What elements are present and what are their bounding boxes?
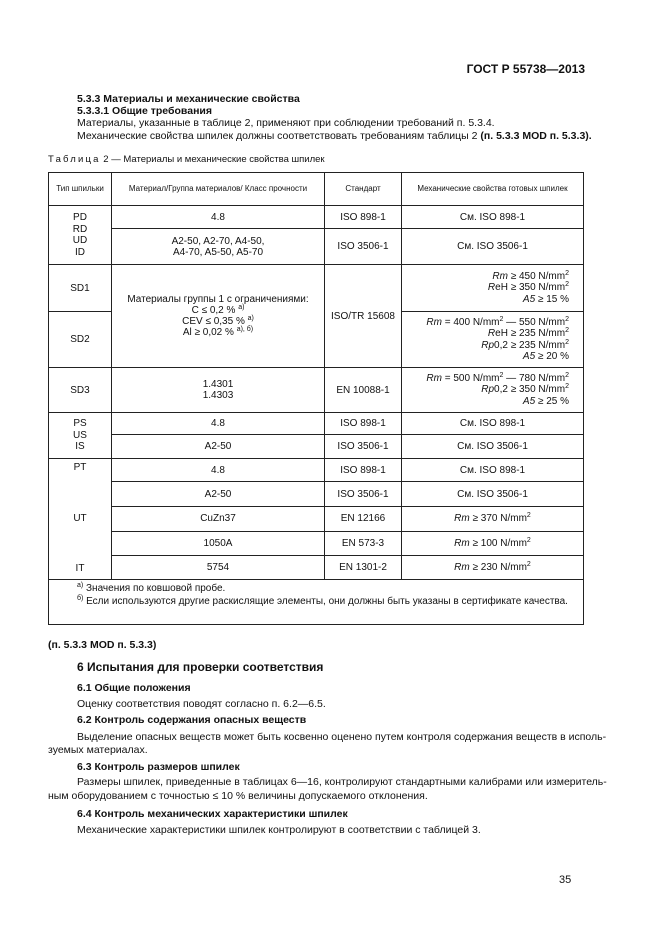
- type-cell-sd3: SD3: [49, 368, 112, 413]
- standard-cell: ISO 898-1: [325, 459, 402, 482]
- table-row: [49, 555, 584, 579]
- material-cell: 5754: [112, 555, 325, 579]
- material-cell: 1050A: [112, 531, 325, 555]
- mech-cell: Rm ≥ 230 $N/mm^2$: [402, 555, 584, 579]
- section-6-1-title: 6.1 Общие положения: [77, 682, 191, 694]
- table-row: [49, 229, 584, 265]
- table-notes-row: [49, 580, 584, 625]
- mech-cell: См. ISO 3506-1: [402, 482, 584, 507]
- table-row: [49, 459, 584, 482]
- col-header-standard: Стандарт: [325, 173, 402, 206]
- table-row: [49, 531, 584, 555]
- paragraph-text: Механические свойства шпилек должны соответствовать требованиям таблицы 2: [77, 130, 478, 142]
- col-header-type: Тип шпильки: [49, 173, 112, 206]
- standard-cell: EN 10088-1: [325, 368, 402, 413]
- type-ut: UT: [73, 512, 87, 524]
- table-row: [49, 507, 584, 531]
- material-cell: A2-50: [112, 482, 325, 507]
- section-6-4-title: 6.4 Контроль механических характеристики шпилек: [77, 808, 348, 820]
- standard-cell: ISO 898-1: [325, 413, 402, 435]
- section-6-2-text-line2: зуемых материалах.: [48, 744, 148, 756]
- material-cell: A2-50: [112, 435, 325, 459]
- section-5-3-3-title: 5.3.3 Материалы и механические свойства: [77, 93, 300, 105]
- caption-rest: 2 — Материалы и механические свойства шпилек: [103, 154, 325, 165]
- section-6-3-text-line2: ным оборудованием с точностью ≤ 10 % величины допускаемого отклонения.: [48, 790, 428, 802]
- section-6-2-title: 6.2 Контроль содержания опасных веществ: [77, 714, 307, 726]
- mech-cell: См. ISO 898-1: [402, 459, 584, 482]
- section-6-4-text: Механические характеристики шпилек контролируют в соответствии с таблицей 3.: [77, 824, 481, 836]
- material-cell: 4.8: [112, 459, 325, 482]
- material-cell-sd: Материалы группы 1 с ограничениями: C ≤ 0,2 % $^{а)}$ CEV ≤ 0,35 % $^{а)}$ Al ≥ 0,02 % $^{а), б)}$: [112, 265, 325, 368]
- standard-cell: ISO 898-1: [325, 206, 402, 229]
- section-6-2-text-line1: Выделение опасных веществ может быть косвенно оценено путем контроля содержания веществ в исполь-: [77, 731, 607, 743]
- table-notes: [49, 580, 584, 625]
- paragraph-mech-properties: [77, 130, 592, 143]
- mech-cell: См. ISO 3506-1: [402, 229, 584, 265]
- standard-cell: EN 1301-2: [325, 555, 402, 579]
- after-table-ref: (п. 5.3.3 MOD п. 5.3.3): [48, 639, 157, 651]
- table-row: [49, 206, 584, 229]
- section-6-1-text: Оценку соответствия поводят согласно п. 6.2—6.5.: [77, 698, 326, 710]
- mech-cell: См. ISO 3506-1: [402, 435, 584, 459]
- type-cell-sd1: SD1: [49, 265, 112, 312]
- material-cell: 4.8: [112, 206, 325, 229]
- material-cell: CuZn37: [112, 507, 325, 531]
- section-6-3-text-line1: Размеры шпилек, приведенные в таблицах 6—16, контролируют стандартными калибрами или измеритель-: [77, 776, 607, 788]
- mech-cell: См. ISO 898-1: [402, 206, 584, 229]
- type-cell-pd-rd-ud-id: PD RD UD ID: [49, 206, 112, 265]
- type-cell-pt-ut-it: [49, 459, 112, 580]
- material-cell: 1.4301 1.4303: [112, 368, 325, 413]
- type-cell-sd2: SD2: [49, 312, 112, 368]
- mech-cell-sd3: Rm = 500 $N/mm^2$ — 780 $N/mm^2$ Rp0,2 ≥ 350 $N/mm^2$ A5 ≥ 25 %: [402, 368, 584, 413]
- mech-cell-sd1: Rm ≥ 450 $N/mm^2$ ReH ≥ 350 $N/mm^2$ A5 ≥ 15 %: [402, 265, 584, 312]
- material-cell: 4.8: [112, 413, 325, 435]
- paragraph-materials: Материалы, указанные в таблице 2, применяют при соблюдении требований п. 5.3.4.: [77, 117, 495, 129]
- standard-cell: EN 12166: [325, 507, 402, 531]
- mech-cell: См. ISO 898-1: [402, 413, 584, 435]
- standard-cell: ISO 3506-1: [325, 435, 402, 459]
- caption-word: Таблица: [48, 154, 101, 165]
- material-cell: A2-50, A2-70, A4-50, A4-70, A5-50, A5-70: [112, 229, 325, 265]
- standard-cell: ISO 3506-1: [325, 482, 402, 507]
- document-id: ГОСТ Р 55738—2013: [466, 62, 585, 76]
- type-pt: PT: [73, 462, 87, 473]
- mech-cell-sd2: Rm = 400 $N/mm^2$ — 550 $N/mm^2$ ReH ≥ 235 $N/mm^2$ Rp0,2 ≥ 235 $N/mm^2$ A5 ≥ 20 %: [402, 312, 584, 368]
- paragraph-ref: (п. 5.3.3 MOD п. 5.3.3).: [480, 130, 592, 142]
- standard-cell: EN 573-3: [325, 531, 402, 555]
- note-a: $^{а)}$ Значения по ковшовой пробе.: [77, 582, 226, 594]
- mech-cell: Rm ≥ 370 $N/mm^2$: [402, 507, 584, 531]
- table-row: [49, 368, 584, 413]
- page-number: 35: [559, 874, 572, 886]
- standard-cell: ISO 3506-1: [325, 229, 402, 265]
- note-b: $^{б)}$ Если используются другие раскислящие элементы, они должны быть указаны в сертификате качества.: [77, 594, 568, 607]
- table-row: [49, 435, 584, 459]
- col-header-material: Материал/Группа материалов/ Класс прочности: [112, 173, 325, 206]
- mech-cell: Rm ≥ 100 $N/mm^2$: [402, 531, 584, 555]
- section-6-3-title: 6.3 Контроль размеров шпилек: [77, 761, 240, 773]
- table-2-caption: [48, 154, 325, 165]
- type-it: IT: [75, 563, 85, 574]
- standard-cell-sd: ISO/TR 15608: [325, 265, 402, 368]
- table-row: [49, 413, 584, 435]
- table-row: [49, 482, 584, 507]
- table-header-row: [49, 173, 584, 206]
- table-row: [49, 265, 584, 312]
- section-6-title: 6 Испытания для проверки соответствия: [77, 660, 324, 674]
- col-header-mech: Механические свойства готовых шпилек: [402, 173, 584, 206]
- section-5-3-3-1-title: 5.3.3.1 Общие требования: [77, 105, 212, 117]
- table-2: [48, 172, 584, 625]
- type-cell-ps-us-is: PS US IS: [49, 413, 112, 459]
